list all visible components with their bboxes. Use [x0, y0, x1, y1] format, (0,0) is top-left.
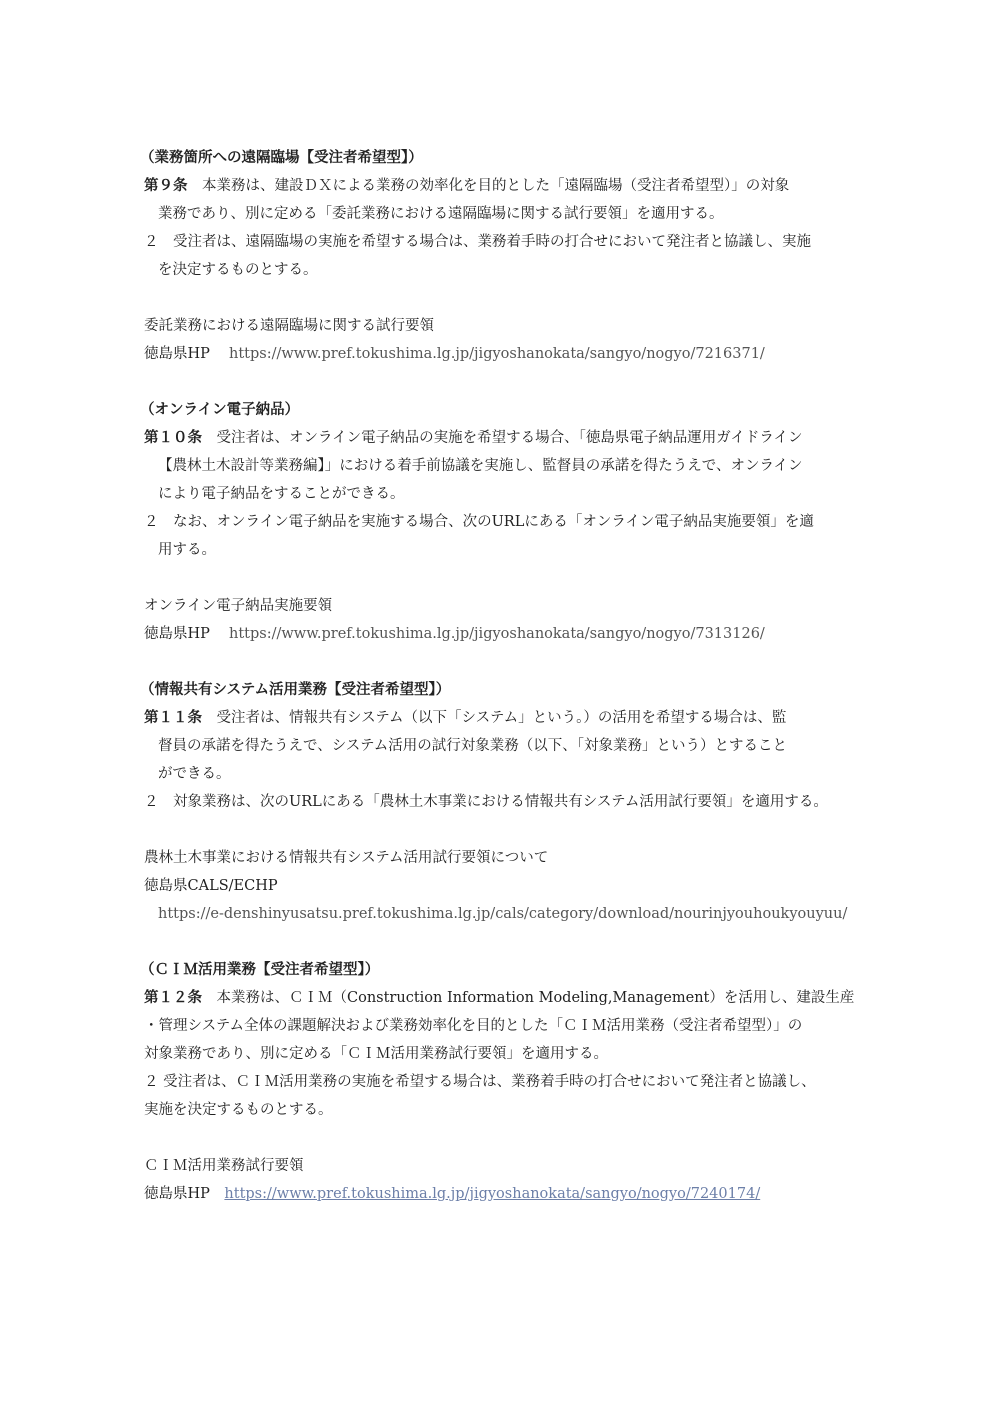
- article-11-line2: 督員の承諾を得たうえで、システム活用の試行対象業務（以下、「対象業務」という）とすること: [158, 738, 788, 754]
- article-10-line2: 【農林土木設計等業務編】」における着手前協議を実施し、監督員の承諾を得たうえで、オンライン: [158, 458, 803, 474]
- article-11-number: 第１１条: [144, 710, 202, 726]
- reference-9-title: 委託業務における遠隔臨場に関する試行要領: [144, 318, 434, 334]
- reference-10-url: https://www.pref.tokushima.lg.jp/jigyoshanokata/sangyo/nogyo/7313126/: [229, 626, 765, 642]
- article-12-para2-line2: 実施を決定するものとする。: [144, 1102, 333, 1118]
- article-11-line1: 第１１条 受注者は、情報共有システム（以下「システム」という。）の活用を希望する場合は、監: [144, 710, 787, 726]
- article-9-para2-line1: ２ 受注者は、遠隔臨場の実施を希望する場合は、業務着手時の打合せにおいて発注者と協議し、実施: [144, 234, 811, 250]
- reference-11-source: 徳島県CALS/ECHP: [144, 878, 278, 894]
- article-11-para2: ２ 対象業務は、次のURLにある「農林土木事業における情報共有システム活用試行要領」を適用する。: [144, 794, 828, 810]
- article-12-line2: ・管理システム全体の課題解決および業務効率化を目的とした「ＣＩＭ活用業務（受注者希望型）」の: [144, 1018, 803, 1034]
- reference-10-source: 徳島県HP https://www.pref.tokushima.lg.jp/jigyoshanokata/sangyo/nogyo/7313126/: [144, 626, 765, 642]
- article-9-line2: 業務であり、別に定める「委託業務における遠隔臨場に関する試行要領」を適用する。: [158, 206, 724, 222]
- section-12-heading: （ＣＩＭ活用業務【受注者希望型】）: [140, 962, 380, 978]
- reference-9-url: https://www.pref.tokushima.lg.jp/jigyoshanokata/sangyo/nogyo/7216371/: [229, 346, 765, 362]
- article-12-number: 第１２条: [144, 990, 202, 1006]
- article-12-line3: 対象業務であり、別に定める「ＣＩＭ活用業務試行要領」を適用する。: [144, 1046, 608, 1062]
- article-10-line3: により電子納品をすることができる。: [158, 486, 405, 502]
- reference-11-title: 農林土木事業における情報共有システム活用試行要領について: [144, 850, 549, 866]
- reference-12-source: 徳島県HP https://www.pref.tokushima.lg.jp/jigyoshanokata/sangyo/nogyo/7240174/: [144, 1186, 761, 1202]
- reference-10-title: オンライン電子納品実施要領: [144, 598, 333, 614]
- article-12-para2-line1: ２ 受注者は、ＣＩＭ活用業務の実施を希望する場合は、業務着手時の打合せにおいて発注者と協議し、: [144, 1074, 816, 1090]
- reference-12-title: ＣＩＭ活用業務試行要領: [144, 1158, 304, 1174]
- article-10-number: 第１０条: [144, 430, 202, 446]
- reference-12-link[interactable]: https://www.pref.tokushima.lg.jp/jigyoshanokata/sangyo/nogyo/7240174/: [224, 1186, 761, 1202]
- reference-9-source: 徳島県HP https://www.pref.tokushima.lg.jp/jigyoshanokata/sangyo/nogyo/7216371/: [144, 346, 765, 362]
- article-9-line1: 第９条 本業務は、建設ＤＸによる業務の効率化を目的とした「遠隔臨場（受注者希望型）」の対象: [144, 178, 790, 194]
- reference-11-url: https://e-denshinyusatsu.pref.tokushima.lg.jp/cals/category/download/nourinjyouhoukyouyuu/: [158, 906, 848, 922]
- article-12-line1: 第１２条 本業務は、ＣＩＭ（Construction Information Modeling,Management）を活用し、建設生産: [144, 990, 855, 1006]
- article-9-number: 第９条: [144, 178, 188, 194]
- article-11-line3: ができる。: [158, 766, 231, 782]
- article-10-para2-line1: ２ なお、オンライン電子納品を実施する場合、次のURLにある「オンライン電子納品実施要領」を適: [144, 514, 814, 530]
- article-10-line1: 第１０条 受注者は、オンライン電子納品の実施を希望する場合、「徳島県電子納品運用ガイドライン: [144, 430, 803, 446]
- section-11-heading: （情報共有システム活用業務【受注者希望型】）: [140, 682, 451, 698]
- article-10-para2-line2: 用する。: [158, 542, 216, 558]
- section-9-heading: （業務箇所への遠隔臨場【受注者希望型】）: [140, 150, 423, 166]
- article-9-para2-line2: を決定するものとする。: [158, 262, 318, 278]
- section-10-heading: （オンライン電子納品）: [140, 402, 300, 418]
